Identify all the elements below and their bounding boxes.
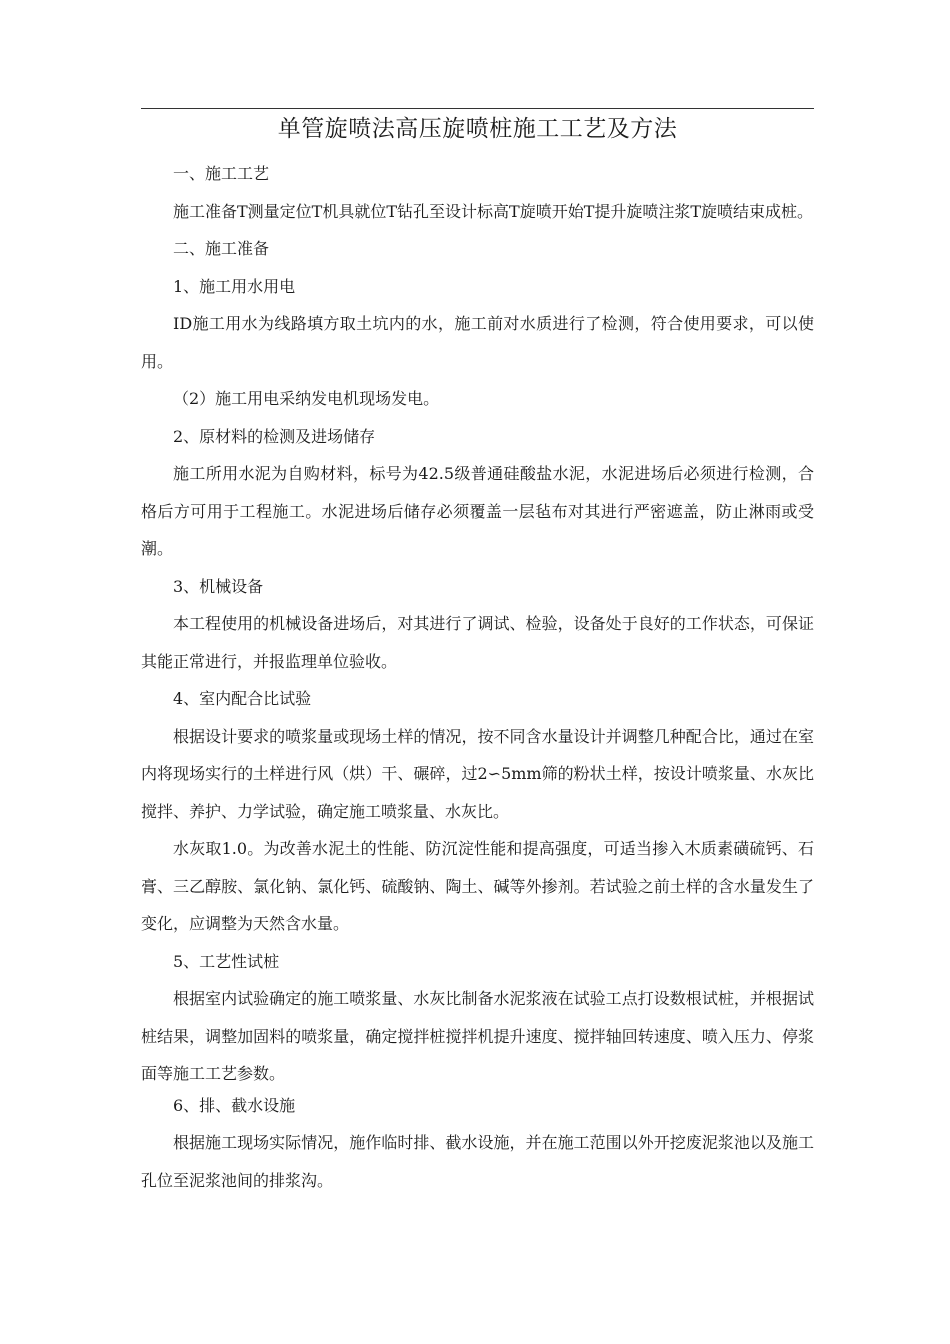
- header-rule: [141, 108, 814, 109]
- paragraph-mix-test: 根据设计要求的喷浆量或现场土样的情况，按不同含水量设计并调整几种配合比，通过在室内将现场实行的土样进行风（烘）干、碾碎，过2∽5mm筛的粉状土样，按设计喷浆量、水灰比搅拌、养护、力学试验，确定施工喷浆量、水灰比。: [141, 726, 814, 821]
- subheading-equipment: 3、机械设备: [173, 576, 264, 596]
- document-body: [141, 155, 814, 1199]
- subheading-mix-test: 4、室内配合比试验: [173, 689, 312, 708]
- paragraph-process-flow: 施工准备T测量定位T机具就位T钻孔至设计标高T旋喷开始T提升旋喷注浆T旋喷结束成桩。: [173, 201, 814, 221]
- section-heading-preparation: 二、施工准备: [173, 239, 270, 258]
- subheading-trial-pile: 5、工艺性试桩: [173, 951, 280, 971]
- document-title: 单管旋喷法高压旋喷桩施工工艺及方法: [277, 116, 678, 142]
- paragraph-materials: 施工所用水泥为自购材料，标号为42.5级普通硅酸盐水泥，水泥进场后必须进行检测，合格后方可用于工程施工。水泥进场后储存必须覆盖一层毡布对其进行严密遮盖，防止淋雨或受潮。: [141, 464, 814, 558]
- subheading-materials: 2、原材料的检测及进场储存: [173, 426, 376, 446]
- paragraph-water-cement-ratio: 水灰取1.0。为改善水泥土的性能、防沉淀性能和提高强度，可适当掺入木质素磺硫钙、石膏、三乙醇胺、氯化钠、氯化钙、硫酸钠、陶土、碱等外掺剂。若试验之前土样的含水量发生了变化，应调整为天然含水量。: [141, 839, 814, 933]
- paragraph-drainage: 根据施工现场实际情况，施作临时排、截水设施，并在施工范围以外开挖废泥浆池以及施工孔位至泥浆池间的排浆沟。: [141, 1133, 814, 1190]
- paragraph-equipment: 本工程使用的机械设备进场后，对其进行了调试、检验，设备处于良好的工作状态，可保证其能正常进行，并报监理单位验收。: [141, 614, 814, 671]
- section-heading-process: 一、施工工艺: [173, 164, 270, 183]
- subheading-water-power: 1、施工用水用电: [173, 276, 296, 296]
- subheading-drainage: 6、排、截水设施: [173, 1095, 296, 1115]
- paragraph-trial-pile: 根据室内试验确定的施工喷浆量、水灰比制备水泥浆液在试验工点打设数根试桩，并根据试桩结果，调整加固料的喷浆量，确定搅拌桩搅拌机提升速度、搅拌轴回转速度、喷入压力、停浆面等施工工艺参数。: [141, 989, 814, 1083]
- paragraph-water-supply: ID施工用水为线路填方取土坑内的水，施工前对水质进行了检测，符合使用要求，可以使用。: [141, 314, 814, 371]
- paragraph-power-supply: （2）施工用电采纳发电机现场发电。: [173, 389, 440, 408]
